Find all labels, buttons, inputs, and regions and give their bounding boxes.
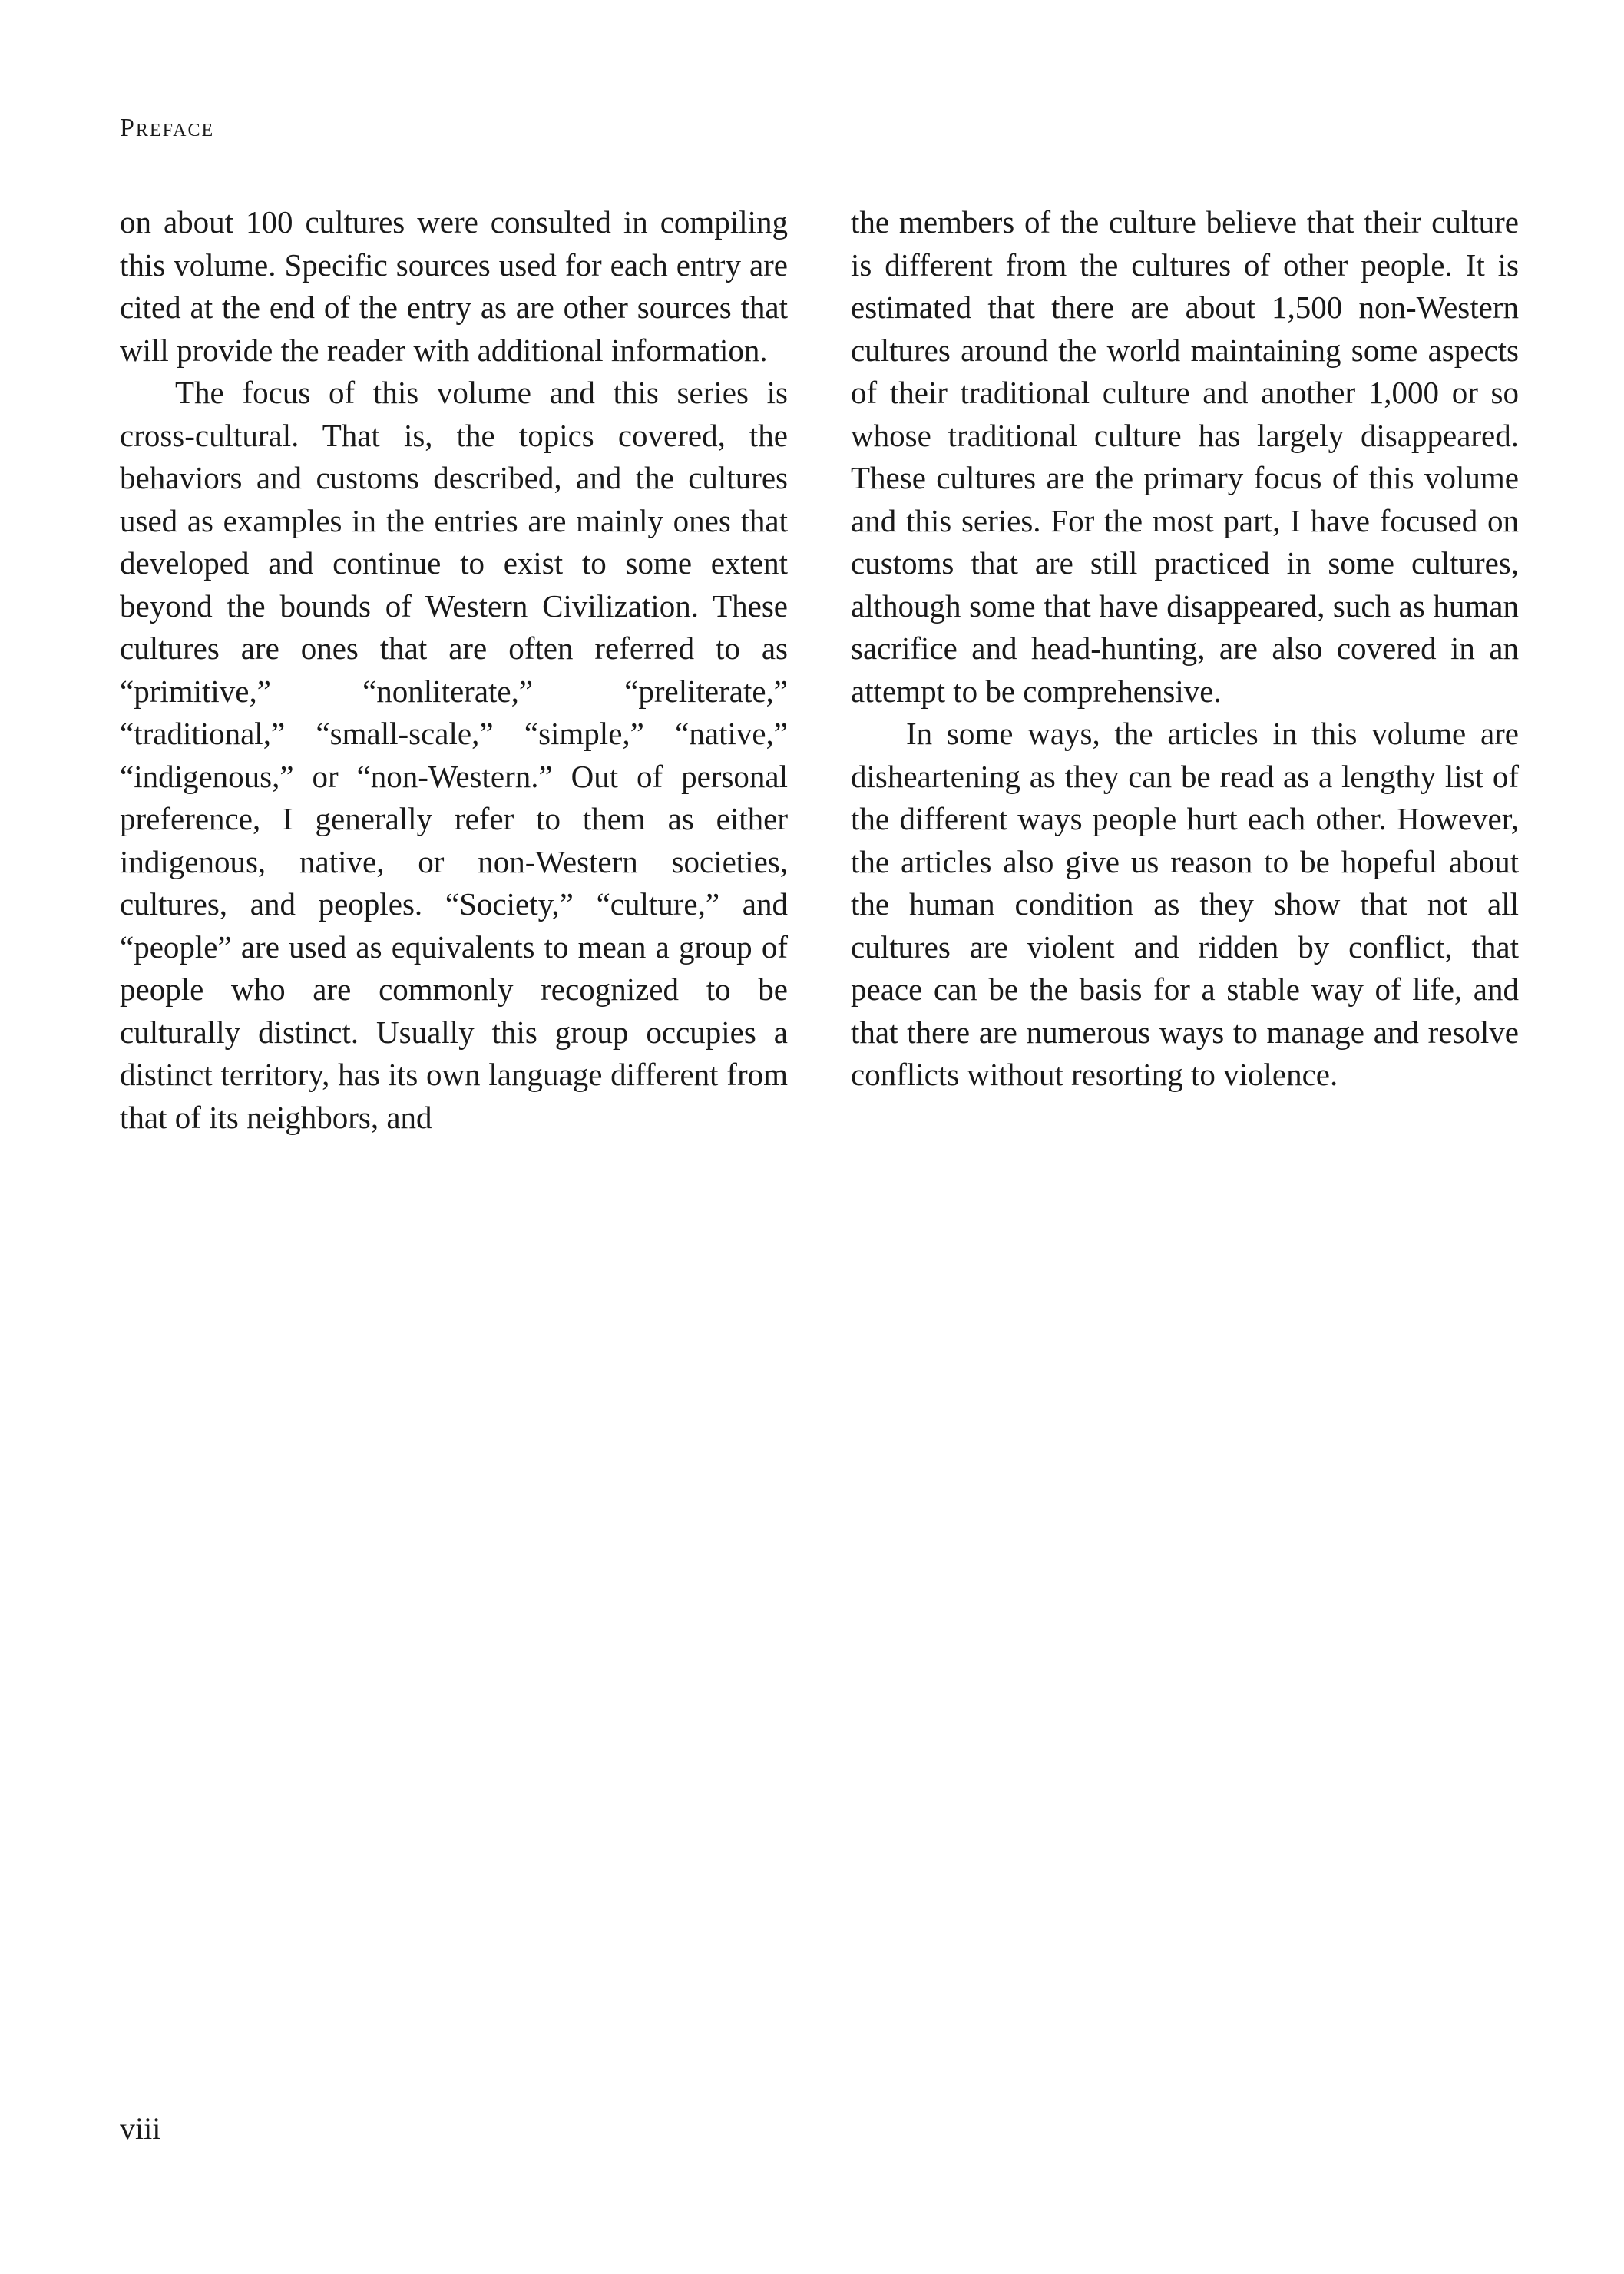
right-paragraph-1: the members of the culture believe that their culture is different from the cultures of other people. It is estimated that there are about 1,500 non-Western cultures around the world maintaining some aspects of their traditional culture and another 1,000 or so whose traditional culture has largely disappeared. These cultures are the primary focus of this volume and this series. For the most part, I have focused on customs that are still practiced in some cultures, although some that have disappeared, such as human sacrifice and head-hunting, are also covered in an attempt to be comprehensive. — [851, 204, 1519, 709]
text-columns — [120, 201, 1519, 1139]
left-paragraph-2: The focus of this volume and this series is cross-cultural. That is, the topics covered, the behaviors and customs described, and the cultures used as examples in the entries are mainly ones that developed and continue to exist to some extent beyond the bounds of Western Civilization. These cultures are ones that are often referred to as “primitive,” “nonliterate,” “preliterate,” “traditional,” “small-scale,” “simple,” “native,” “indigenous,” or “non-Western.” Out of personal preference, I generally refer to them as either indigenous, native, or non-Western societies, cultures, and peoples. “Society,” “culture,” and “people” are used as equivalents to mean a group of people who are commonly recognized to be culturally distinct. Usually this group occupies a distinct territory, has its own language different from that of its neighbors, and — [120, 375, 788, 1135]
running-head: Preface — [120, 114, 215, 142]
page-number: viii — [120, 2111, 161, 2146]
left-column — [120, 201, 788, 1139]
right-column — [851, 201, 1519, 1139]
right-paragraph-2: In some ways, the articles in this volume are disheartening as they can be read as a lengthy list of the different ways people hurt each other. However, the articles also give us reason to be hopeful about the human condition as they show that not all cultures are violent and ridden by conflict, that peace can be the basis for a stable way of life, and that there are numerous ways to manage and resolve conflicts without resorting to violence. — [851, 716, 1519, 1092]
left-paragraph-1: on about 100 cultures were consulted in compiling this volume. Specific sources used for each entry are cited at the end of the entry as are other sources that will provide the reader with additional information. — [120, 204, 788, 368]
